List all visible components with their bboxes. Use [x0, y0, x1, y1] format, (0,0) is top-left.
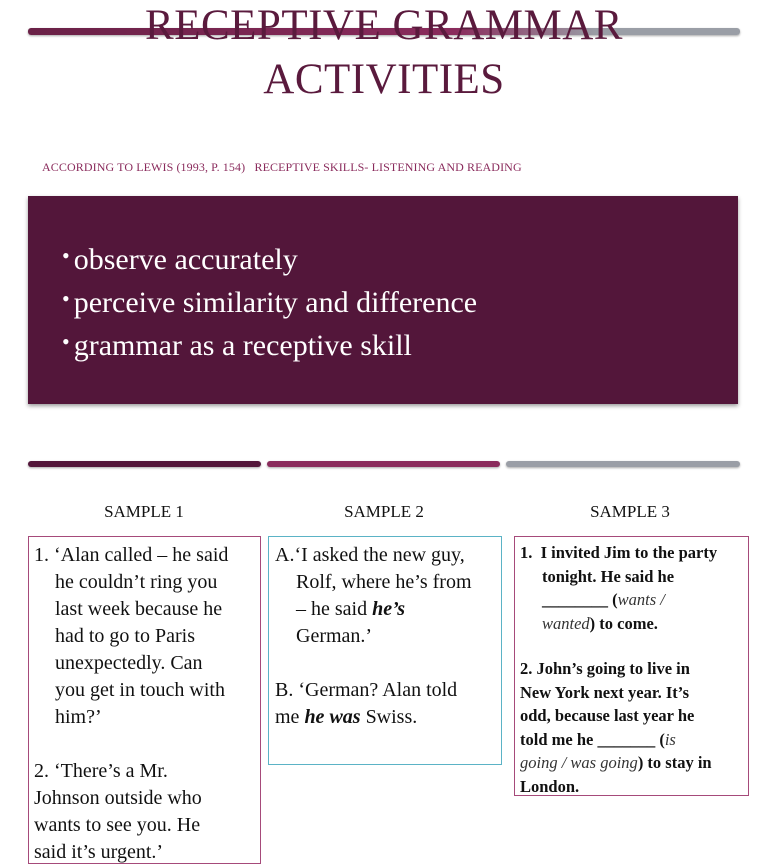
bullet-list [28, 196, 738, 365]
spacer [34, 731, 260, 758]
sample-3-line: New York next year. It’s [520, 682, 690, 702]
bullet-item [62, 236, 738, 279]
sample-1-line: 1. ‘Alan called – he said [34, 544, 229, 566]
sample-1-label: SAMPLE 1 [104, 502, 184, 521]
sample-3-line: wanted) to come. [542, 613, 658, 633]
sample-1-box [28, 536, 261, 864]
title-line-2: ACTIVITIES [263, 56, 505, 103]
sample-1-line: wants to see you. He [34, 814, 201, 836]
page-title-line-2 [0, 56, 768, 104]
sample-2-box [268, 536, 502, 765]
sample-1-line: last week because he [55, 598, 223, 620]
sample-1-line: he couldn’t ring you [55, 571, 218, 593]
sample-3-line: ________ (wants / [542, 590, 665, 609]
sample-1-line: you get in touch with [55, 679, 225, 701]
sample-3-line: told me he _______ (is [520, 729, 676, 749]
sample-2-label: SAMPLE 2 [344, 502, 424, 521]
bullet-text: observe accurately [73, 243, 298, 276]
sample-3-line: London. [520, 776, 580, 796]
option-text: is [664, 729, 676, 749]
sample-2-line: A.‘I asked the new guy, [275, 544, 465, 566]
sample-3-label: SAMPLE 3 [590, 502, 670, 521]
sample-2-line: Rolf, where he’s from [296, 571, 472, 593]
option-text: wanted [542, 613, 590, 633]
sample-3-line: tonight. He said he [542, 566, 675, 586]
option-text: wants / [617, 590, 665, 609]
emphasis-text: he was [304, 706, 361, 728]
bullet-item [62, 279, 738, 322]
option-text: going / was going [520, 753, 638, 772]
sample-2-line: me he was Swiss. [275, 706, 418, 728]
sample-1-line: Johnson outside who [34, 787, 202, 809]
emphasis-text: he’s [372, 598, 406, 620]
bullet-panel [28, 196, 738, 404]
sample-3-line: odd, because last year he [520, 706, 695, 725]
sample-2-line: German.’ [296, 625, 373, 647]
sample-2-rule [267, 461, 500, 467]
title-line-1: RECEPTIVE GRAMMAR [145, 2, 623, 49]
sample-1-line: unexpectedly. Can [55, 652, 203, 674]
sample-1-line: had to go to Paris [55, 625, 195, 647]
bullet-icon: • [62, 243, 70, 268]
sample-1-line: 2. ‘There’s a Mr. [34, 760, 168, 782]
spacer [275, 650, 501, 677]
sample-3-box [514, 536, 749, 796]
sample-2-line: B. ‘German? Alan told [275, 679, 458, 701]
sample-1-rule [28, 461, 261, 467]
bullet-text: perceive similarity and difference [73, 286, 478, 319]
sample-1-line: said it’s urgent.’ [34, 841, 164, 863]
bullet-text: grammar as a receptive skill [73, 329, 412, 362]
subtitle: ACCORDING TO LEWIS (1993, P. 154) RECEPTIVE SKILLS- LISTENING AND READING [42, 160, 522, 174]
bullet-icon: • [62, 329, 70, 354]
page-title [0, 2, 768, 50]
sample-3-line: 1. I invited Jim to the party [520, 543, 718, 562]
bullet-item [62, 322, 738, 365]
sample-2-line: – he said he’s [296, 598, 406, 620]
bullet-icon: • [62, 286, 70, 311]
sample-3-rule [506, 461, 740, 467]
sample-3-line: 2. John’s going to live in [520, 659, 690, 678]
spacer [520, 635, 748, 657]
sample-3-line: going / was going) to stay in [520, 753, 712, 772]
sample-1-line: him?’ [55, 706, 102, 728]
